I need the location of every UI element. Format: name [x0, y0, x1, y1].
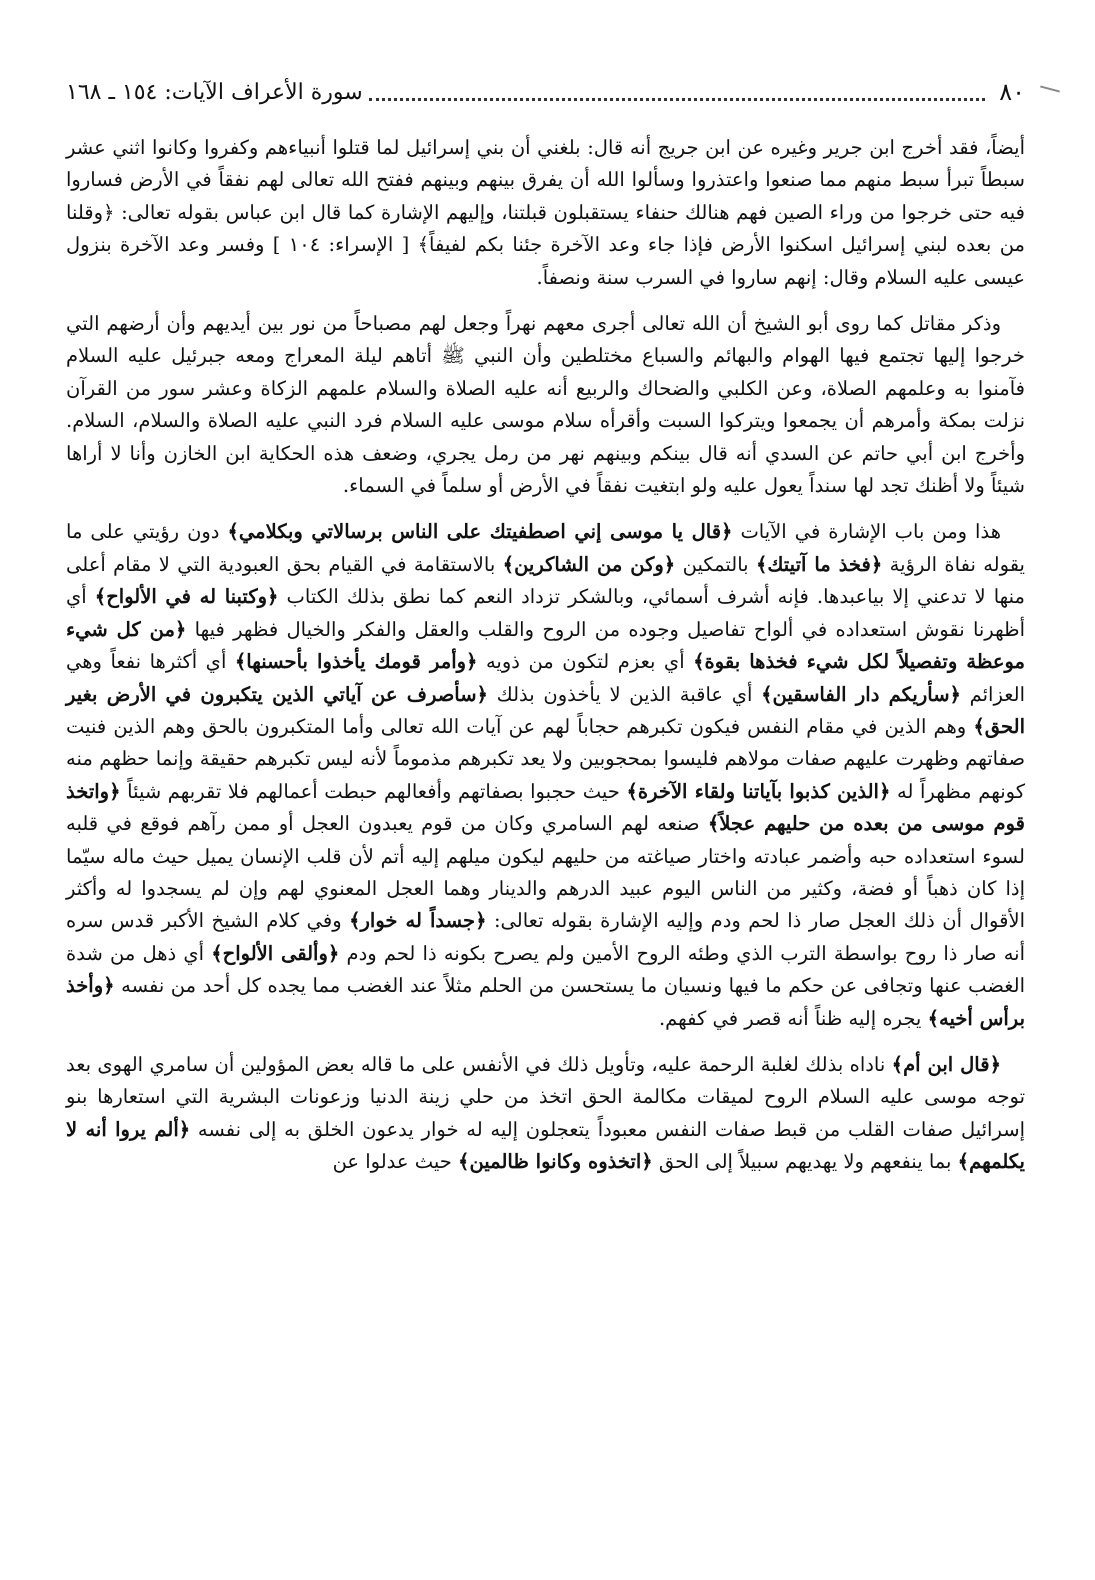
text-segment: بالاستقامة في القيام بحق العبودية التي لا مقام أعلى منها لا تدعني إلا بياعبدها. فإنه أشرف أسمائي، وبالشكر تزداد النعم كما نطق بذلك الكتاب [66, 552, 1025, 609]
text-segment: بما ينفعهم ولا يهديهم سبيلاً إلى الحق [652, 1150, 958, 1174]
header-leader-dots [369, 84, 985, 101]
page-number: ٨٠ [999, 78, 1025, 106]
text-segment: أي بعزم لتكون من ذويه [477, 650, 694, 674]
text-segment: ناداه بذلك لغلبة الرحمة عليه، وتأويل ذلك في الأنفس على ما قاله بعض المؤولين أن سامري الهوى بعد توجه موسى عليه السلام الروح لميقات مكالمة الحق اتخذ من حلي زينة الدنيا وزعونات البشرية التي استعارها بنو إسرائيل صفات القلب من قبط صفات النفس معبوداً يتعجلون إليه له خوار يدعون الخلق به إلى نفسه [66, 1052, 1025, 1141]
text-segment: صنعه لهم السامري وكان من قوم يعبدون العجل أو ممن رآهم فوقع في قلبه لسوء استعداده حبه وأضمر عبادته واختار صياغته من حليهم ليكون ميلهم إليه أتم لأن قلب الإنسان يميل حيث ماله سيّما إذا كان ذهباً أو فضة، وكثير من الناس اليوم عبيد الدرهم والدينار وهما العجل المعنوي لهم وإن لم يسجدوا له وأكثر الأقوال أن ذلك العجل صار ذا لحم ودم وإليه الإشارة بقوله تعالى: [66, 812, 1025, 933]
quran-quote: ﴿قال يا موسى إني اصطفيتك على الناس برسالاتي وبكلامي﴾ [227, 520, 733, 544]
text-segment: وذكر مقاتل كما روى أبو الشيخ أن الله تعالى أجرى معهم نهراً وجعل لهم مصباحاً من نور بين أيديهم وأن أرضهم التي خرجوا إليها تجتمع فيها الهوام والبهائم والسباع مختلطين وأن النبي ﷺ أتاهم ليلة المعراج ومعه جبرئيل عليه السلام فآمنوا به وعلمهم الصلاة، وعن الكلبي والضحاك والربيع أنه عليه الصلاة والسلام علمهم الزكاة وعشر سور من القرآن نزلت بمكة وأمرهم أن يجمعوا ويتركوا السبت وأقرأه سلام موسى عليه السلام فرد النبي عليه الصلاة والسلام، السلام. وأخرج ابن أبي حاتم عن السدي أنه قال بينكم وبينهم نهر من رمل يجري، وضعف هذه الحكاية ابن الخازن وأنا لا أراها شيئاً ولا أظنك تجد لها سنداً يعول عليه ولو ابتغيت نفقاً في الأرض أو سلماً في السماء. [66, 312, 1025, 498]
quran-quote: ﴿وكتبنا له في الألواح﴾ [94, 585, 279, 609]
text-segment: أيضاً، فقد أخرج ابن جرير وغيره عن ابن جريج أنه قال: بلغني أن بني إسرائيل لما قتلوا أنبياءهم وكفروا وكانوا اثني عشر سبطاً تبرأ سبط منهم مما صنعوا واعتذروا وسألوا الله أن يفرق بينهم وبينهم ففتح الله تعالى لهم نفقاً في الأرض فساروا فيه حتى خرجوا من وراء الصين فهم هنالك حنفاء يستقبلون قبلتنا، وإليهم الإشارة كما قال ابن عباس بقوله تعالى: [66, 136, 1025, 224]
text-segment: أي أظهرنا نقوش استعداده في ألواح تفاصيل وجوده من الروح والقلب والعقل والفكر والخيال فظهر فيها [66, 585, 1025, 641]
quran-quote: ﴿وأخذ برأس أخيه﴾ [66, 974, 1025, 1030]
paragraph [66, 516, 1025, 1035]
quran-quote: ﴿وكن من الشاكرين﴾ [502, 552, 676, 576]
quran-quote: ﴿سأريكم دار الفاسقين﴾ [761, 682, 961, 706]
text-segment: ﴿وقلنا من بعده لبني إسرائيل اسكنوا الأرض فإذا جاء وعد الآخرة جئنا بكم لفيفاً﴾ [66, 200, 1025, 257]
quran-quote: ﴿وألقى الألواح﴾ [211, 941, 340, 965]
text-segment: أي أكثرها نفعاً وهي العزائم [66, 650, 1025, 706]
quran-quote: ﴿قال ابن أم﴾ [891, 1052, 1001, 1076]
quran-quote: ﴿واتخذ قوم موسى من بعده من حليهم عجلاً﴾ [66, 779, 1025, 836]
quran-quote: ﴿اتخذوه وكانوا ظالمين﴾ [458, 1150, 653, 1174]
text-segment: دون رؤيتي على ما يقوله نفاة الرؤية [66, 520, 1025, 576]
page-header [66, 74, 1025, 110]
quran-quote: ﴿من كل شيء موعظة وتفصيلاً لكل شيء فخذها بقوة﴾ [66, 617, 1025, 674]
running-title: سورة الأعراف الآيات: ١٥٤ ـ ١٦٨ [66, 79, 363, 105]
quran-quote: ﴿وأمر قومك يأخذوا بأحسنها﴾ [234, 650, 478, 674]
paragraph [66, 1049, 1025, 1179]
text-segment: وفي كلام الشيخ الأكبر قدس سره أنه صار ذا روح بواسطة الترب الذي وطئه الروح الأمين ولم يصرح بكونه ذا لحم ودم [66, 909, 1026, 965]
text-segment: يجره إليه ظناً أنه قصر في كفهم. [658, 1006, 928, 1030]
text-segment: بالتمكين [675, 552, 756, 576]
text-segment: [ الإسراء: ١٠٤ ] وفسر وعد الآخرة بنزول عيسى عليه السلام وقال: إنهم ساروا في السرب سنة ونصفاً. [66, 233, 1025, 289]
text-segment: حيث عدلوا عن [332, 1150, 459, 1174]
text-segment: هذا ومن باب الإشارة في الآيات [732, 520, 1001, 544]
paragraph [66, 132, 1025, 294]
text-segment: أي عاقبة الذين لا يأخذون بذلك [487, 682, 762, 706]
text-segment: أي ذهل من شدة الغضب عنها وتجافى عن حكم ما فيها ونسيان ما يستحسن من الحلم مثلاً عند الغضب مما يجده كل أحد من نفسه [66, 941, 1025, 998]
quran-quote: ﴿الذين كذبوا بآياتنا ولقاء الآخرة﴾ [626, 779, 891, 803]
body-text [66, 132, 1025, 1193]
quran-quote: ﴿جسداً له خوار﴾ [349, 909, 487, 933]
text-segment: حيث حجبوا بصفاتهم وأفعالهم حبطت أعمالهم فلا تقربهم شيئاً [120, 779, 627, 803]
quran-quote: ﴿ألم يروا أنه لا يكلمهم﴾ [66, 1117, 1025, 1174]
paragraph [66, 308, 1025, 502]
text-segment: وهم الذين في مقام النفس فيكون تكبرهم حجاباً لهم عن آيات الله تعالى وأما المتكبرون بالحق وهم الذين فنيت صفاتهم وظهرت عليهم صفات مولاهم فليسوا بمحجوبين ولا يعد تكبرهم مذموماً لأنه ليس تكبرهم حقيقة وإنما حظهم منه كونهم مظهراً له [66, 714, 1025, 803]
quran-quote: ﴿فخذ ما آتيتك﴾ [755, 552, 883, 576]
quran-quote: ﴿سأصرف عن آياتي الذين يتكبرون في الأرض بغير الحق﴾ [66, 682, 1025, 738]
scan-mark [1040, 85, 1060, 92]
